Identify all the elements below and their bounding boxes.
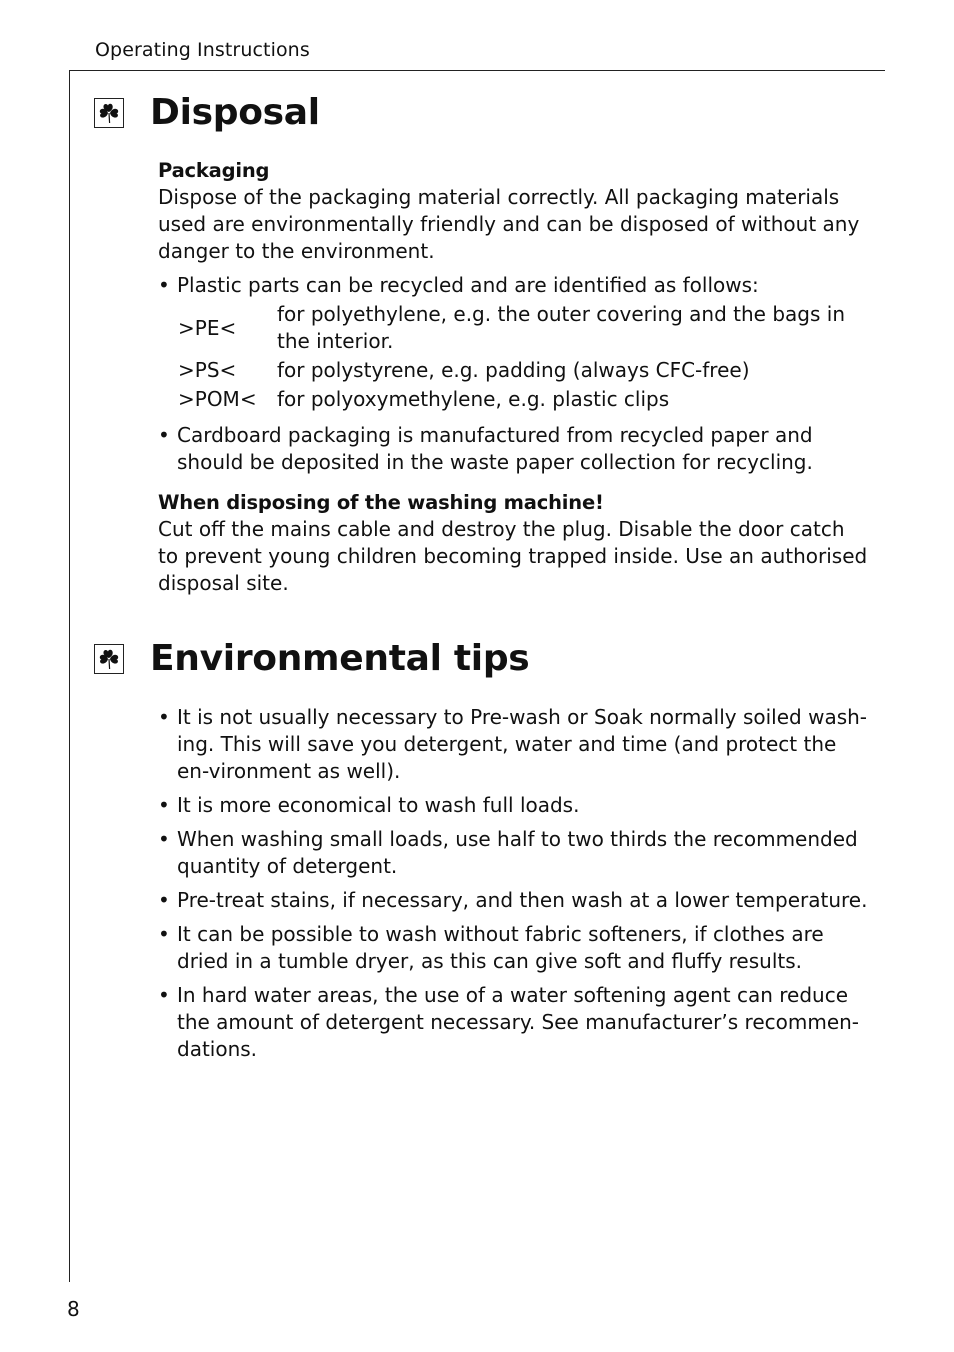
plastic-code-row bbox=[178, 357, 868, 384]
tip-text: It is more economical to wash full loads. bbox=[177, 793, 580, 817]
environmental-heading bbox=[94, 638, 529, 679]
bullet-dot: • bbox=[158, 922, 170, 946]
tip-item bbox=[158, 792, 868, 819]
bullet-dot: • bbox=[158, 273, 170, 297]
tip-item bbox=[158, 887, 868, 914]
plastic-code-desc: for polyethylene, e.g. the outer covering and the bags in the interior. bbox=[277, 302, 845, 353]
tip-text: When washing small loads, use half to two thirds the recommended quantity of detergent. bbox=[177, 827, 858, 878]
bullet-dot: • bbox=[158, 827, 170, 851]
cardboard-bullet-text: Cardboard packaging is manufactured from recycled paper and should be deposited in the waste paper collection for recycling. bbox=[177, 423, 813, 474]
tip-text: In hard water areas, the use of a water softening agent can reduce the amount of detergent necessary. See manufacturer’s recommen-dations. bbox=[177, 983, 860, 1061]
cardboard-bullet bbox=[158, 422, 868, 476]
plastic-code: >POM< bbox=[178, 387, 257, 411]
disposal-title: Disposal bbox=[150, 92, 320, 133]
plastic-bullet bbox=[158, 272, 868, 299]
disposal-heading bbox=[94, 92, 320, 133]
running-header: Operating Instructions bbox=[95, 39, 310, 61]
disposal-body bbox=[158, 157, 868, 597]
left-rule bbox=[69, 70, 70, 1282]
plastic-code: >PE< bbox=[178, 315, 237, 340]
machine-heading: When disposing of the washing machine! bbox=[158, 491, 604, 514]
tip-item bbox=[158, 704, 868, 785]
tip-text: Pre-treat stains, if necessary, and then wash at a lower temperature. bbox=[177, 888, 868, 912]
plastic-code-desc: for polystyrene, e.g. padding (always CFC-free) bbox=[277, 358, 750, 382]
page-number: 8 bbox=[67, 1297, 80, 1321]
plastic-code-row bbox=[178, 386, 868, 413]
tip-item bbox=[158, 826, 868, 880]
bullet-dot: • bbox=[158, 793, 170, 817]
cloverleaf-icon bbox=[94, 644, 124, 674]
bullet-dot: • bbox=[158, 888, 170, 912]
plastic-code: >PS< bbox=[178, 358, 237, 382]
bullet-dot: • bbox=[158, 423, 170, 447]
bullet-dot: • bbox=[158, 705, 170, 729]
bullet-dot: • bbox=[158, 983, 170, 1007]
plastic-code-desc: for polyoxymethylene, e.g. plastic clips bbox=[277, 387, 670, 411]
tip-item bbox=[158, 921, 868, 975]
tip-item bbox=[158, 982, 868, 1063]
packaging-heading: Packaging bbox=[158, 159, 270, 182]
plastic-codes-table bbox=[178, 301, 868, 413]
plastic-code-row bbox=[178, 301, 868, 355]
plastic-bullet-text: Plastic parts can be recycled and are identified as follows: bbox=[177, 273, 759, 297]
environmental-body bbox=[158, 704, 868, 1063]
tip-text: It can be possible to wash without fabric softeners, if clothes are dried in a tumble dryer, as this can give soft and fluffy results. bbox=[177, 922, 824, 973]
packaging-text: Dispose of the packaging material correctly. All packaging materials used are environmentally friendly and can be disposed of without any danger to the environment. bbox=[158, 185, 860, 263]
top-rule bbox=[69, 70, 885, 71]
environmental-title: Environmental tips bbox=[150, 638, 530, 679]
tip-text: It is not usually necessary to Pre-wash or Soak normally soiled wash-ing. This will save you detergent, water and time (and protect the en-vironment as well). bbox=[177, 705, 868, 783]
machine-text: Cut off the mains cable and destroy the plug. Disable the door catch to prevent young children becoming trapped inside. Use an authorised disposal site. bbox=[158, 517, 868, 595]
cloverleaf-icon bbox=[94, 98, 124, 128]
